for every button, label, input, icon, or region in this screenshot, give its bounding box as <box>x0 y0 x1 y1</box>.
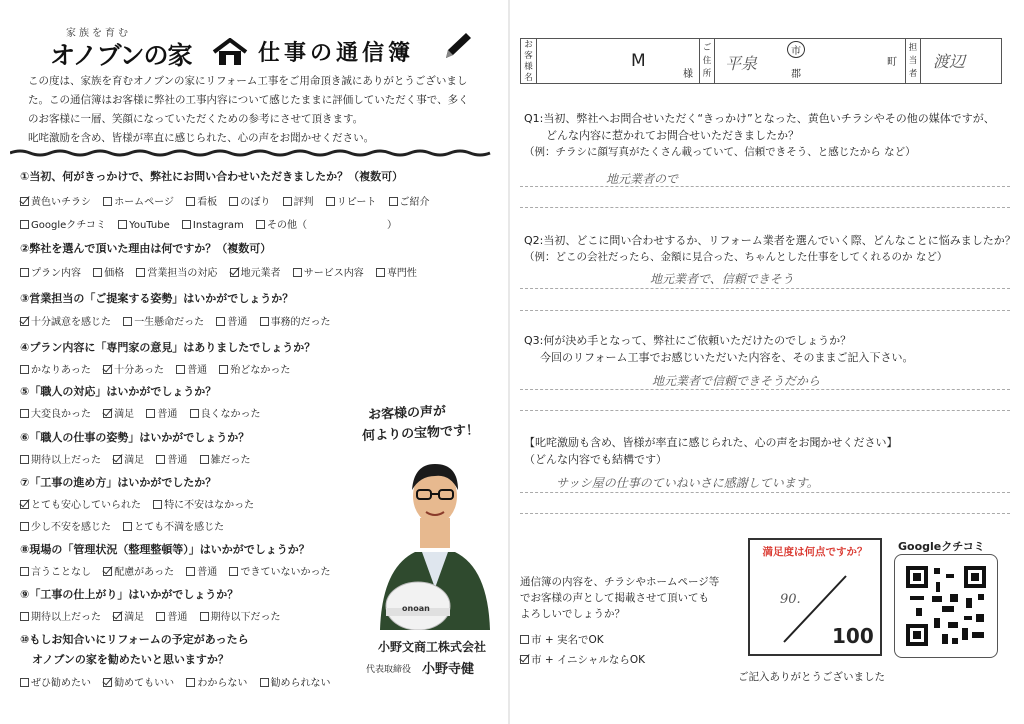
brand-logo-text: オノブンの家 <box>50 41 192 70</box>
checkbox[interactable] <box>520 635 529 644</box>
q6-option[interactable]: 雑だった <box>200 451 251 466</box>
address-handwritten[interactable]: 平泉 <box>725 54 758 73</box>
house-icon <box>212 38 248 66</box>
checkbox[interactable] <box>103 197 112 206</box>
q5-option[interactable]: 普通 <box>146 405 177 420</box>
checkbox[interactable] <box>186 678 195 687</box>
q10-option[interactable]: 勧めてもいい <box>103 674 174 689</box>
checkbox[interactable] <box>219 365 228 374</box>
checkbox[interactable] <box>123 317 132 326</box>
intro-text: この度は、家族を育むオノブンの家にリフォーム工事をご用命頂き誠にありがとうございまし た。この通信簿はお客様に弊社の工事内容について感じたままに評価していただく事で、多く のお客様に一層、笑顔になっていただくための参考にさせて頂きます。 叱咤激励を含め、皆様が率直に感じられた、心の声をお聞かせください。 <box>28 75 469 144</box>
pencil-icon <box>440 30 474 64</box>
checkbox[interactable] <box>156 455 165 464</box>
checkbox[interactable] <box>146 409 155 418</box>
thanks-message: ご記入ありがとうございました <box>738 671 885 683</box>
q10-options <box>20 674 340 689</box>
q2-option[interactable]: 専門性 <box>376 264 417 279</box>
q1-option[interactable]: 黄色いチラシ <box>20 193 91 208</box>
answer-line <box>520 288 1010 289</box>
survey-left-panel <box>0 0 508 724</box>
question-2: ②弊社を選んで頂いた理由は何ですか？（複数可） <box>20 242 272 255</box>
checkbox[interactable] <box>176 365 185 374</box>
checkbox[interactable] <box>256 220 265 229</box>
q3-option[interactable]: 普通 <box>216 313 247 328</box>
question-10-line1: ⑩もしお知合いにリフォームの予定があったら <box>20 633 249 646</box>
checkbox[interactable] <box>182 220 191 229</box>
q8-option[interactable]: 言うことなし <box>20 563 91 578</box>
checkbox[interactable] <box>293 268 302 277</box>
question-10-line2: オノブンの家を勧めたいと思いますか？ <box>32 653 229 666</box>
checkbox[interactable] <box>389 197 398 206</box>
speech-bubble-line1: お客様の声が <box>367 403 447 424</box>
address-machi: 町 <box>887 57 897 68</box>
checkbox[interactable] <box>20 365 29 374</box>
q2-option[interactable]: 営業担当の対応 <box>136 264 217 279</box>
q9-option[interactable]: 期待以上だった <box>20 608 101 623</box>
question-7: ⑦「工事の進め方」はいかがでしたか？ <box>20 476 217 489</box>
checkbox[interactable] <box>20 317 29 326</box>
checkbox[interactable] <box>260 678 269 687</box>
q10-option[interactable]: 勧められない <box>260 674 331 689</box>
right-question-3: Q3:何が決め手となって、弊社にご依頼いただけたのでしょうか？ 今回のリフォーム工事でお感じいただいた内容を、そのままご記入下さい。 <box>524 334 914 364</box>
checkbox[interactable] <box>153 500 162 509</box>
checkbox[interactable] <box>20 197 29 206</box>
q4-option[interactable]: 十分あった <box>103 361 164 376</box>
q5-option[interactable]: 良くなかった <box>190 405 261 420</box>
checkbox[interactable] <box>103 567 112 576</box>
question-8: ⑧現場の「管理状況（整理整頓等）」はいかがでしょうか？ <box>20 543 310 556</box>
checkbox[interactable] <box>186 197 195 206</box>
q8-options <box>20 563 339 578</box>
satisfaction-max: 100 <box>832 624 874 648</box>
q3-option[interactable]: 一生懸命だった <box>123 313 204 328</box>
q9-option[interactable]: 普通 <box>156 608 187 623</box>
checkbox[interactable] <box>20 409 29 418</box>
page-title: 仕事の通信簿 <box>258 41 415 66</box>
checkbox[interactable] <box>200 455 209 464</box>
question-4: ④プラン内容に「専門家の意見」はありましたでしょうか？ <box>20 341 316 354</box>
q9-option[interactable]: 期待以下だった <box>200 608 281 623</box>
checkbox[interactable] <box>376 268 385 277</box>
q6-options <box>20 451 260 466</box>
q9-options <box>20 608 290 623</box>
q9-option[interactable]: 満足 <box>113 608 144 623</box>
q8-option[interactable]: 配慮があった <box>103 563 174 578</box>
company-role: 代表取締役 <box>366 665 412 675</box>
q8-option[interactable]: 普通 <box>186 563 217 578</box>
answer-line <box>520 410 1010 411</box>
q10-option[interactable]: ぜひ勧めたい <box>20 674 91 689</box>
checkbox[interactable] <box>113 612 122 621</box>
answer-2-handwritten[interactable]: 地元業者で、信頼できそう <box>650 272 794 286</box>
checkbox[interactable] <box>20 612 29 621</box>
brand-tagline: 家族を育む <box>66 28 131 39</box>
q7-options-row2 <box>20 518 233 533</box>
checkbox[interactable] <box>20 455 29 464</box>
survey-right-panel <box>510 0 1024 724</box>
q1-option[interactable]: リピート <box>326 193 377 208</box>
checkbox[interactable] <box>230 268 239 277</box>
q7-option[interactable]: とても安心していられた <box>20 496 141 511</box>
checkbox[interactable] <box>229 567 238 576</box>
satisfaction-score[interactable]: 90. <box>780 592 801 607</box>
google-review-label: Googleクチコミ <box>898 540 985 553</box>
q7-option[interactable]: 特に不安はなかった <box>153 496 254 511</box>
q10-option[interactable]: わからない <box>186 674 247 689</box>
q7-option[interactable]: とても不満を感じた <box>123 518 224 533</box>
checkbox[interactable] <box>20 220 29 229</box>
q4-options <box>20 361 299 376</box>
checkbox[interactable] <box>123 522 132 531</box>
q1-option[interactable]: Instagram <box>182 220 244 231</box>
question-6: ⑥「職人の仕事の姿勢」はいかがでしょうか？ <box>20 431 250 444</box>
checkbox[interactable] <box>113 455 122 464</box>
q5-option[interactable]: 大変良かった <box>20 405 91 420</box>
address-city: 市 <box>787 41 805 58</box>
checkbox[interactable] <box>190 409 199 418</box>
q4-option[interactable]: かなりあった <box>20 361 91 376</box>
answer-line <box>520 513 1010 514</box>
q8-option[interactable]: できていないかった <box>229 563 330 578</box>
speech-bubble-line2: 何よりの宝物です！ <box>361 422 480 445</box>
q2-options <box>20 264 426 279</box>
right-question-2: Q2:当初、どこに問い合わせするか、リフォーム業者を選んでいく際、どんなことに悩みましたか？ （例：どこの会社だったら、金額に見合った、ちゃんとした仕事をしてくれるのか など） <box>524 234 1016 263</box>
question-9: ⑨「工事の仕上がり」はいかがでしょうか？ <box>20 588 239 601</box>
checkbox[interactable] <box>260 317 269 326</box>
q2-option[interactable]: 地元業者 <box>230 264 281 279</box>
checkbox[interactable] <box>326 197 335 206</box>
publish-consent-text: 通信簿の内容を、チラシやホームページ等 でお客様の声として掲載させて頂いても よろしいでしょうか？ <box>520 576 720 620</box>
q1-option[interactable]: Googleクチコミ <box>20 216 106 231</box>
satisfaction-box <box>748 538 882 656</box>
q4-option[interactable]: 普通 <box>176 361 207 376</box>
question-5: ⑤「職人の対応」はいかがでしょうか？ <box>20 385 217 398</box>
answer-1-handwritten[interactable]: 地元業者ので <box>606 172 679 186</box>
q1-options-row2 <box>20 216 406 231</box>
q1-option[interactable]: のぼり <box>229 193 270 208</box>
q1-option[interactable]: 評判 <box>283 193 314 208</box>
staff-handwritten[interactable]: 渡辺 <box>933 52 966 71</box>
checkbox[interactable] <box>229 197 238 206</box>
customer-name[interactable]: M <box>631 51 646 71</box>
staff-label: 担当者 <box>905 39 921 83</box>
checkbox[interactable] <box>186 567 195 576</box>
right-question-4: 【叱咤激励も含め、皆様が率直に感じられた、心の声をお聞かせください】 （どんな内容でも結構です） <box>524 436 898 466</box>
q1-option[interactable]: その他（ ） <box>256 216 397 231</box>
q7-options <box>20 496 263 511</box>
customer-info-box <box>520 38 1002 84</box>
customer-sama: 様 <box>683 69 693 80</box>
right-question-1: Q1:当初、弊社へお問合せいただく“きっかけ”となった、黄色いチラシやその他の媒体ですが、 どんな内容に惹かれてお問合せいただきましたか？ （例：チラシに顔写真がたくさん載っていて、信頼できそう、と感じたから など） <box>524 112 995 158</box>
checkbox[interactable] <box>103 678 112 687</box>
question-1: ①当初、何がきっかけで、弊社にお問い合わせいただきましたか？（複数可） <box>20 170 404 183</box>
publish-option-initial[interactable]: 市 + イニシャルならOK <box>520 652 645 667</box>
publish-option-realname[interactable]: 市 + 実名でOK <box>520 632 604 647</box>
checkbox[interactable] <box>520 655 529 664</box>
checkbox[interactable] <box>20 500 29 509</box>
q3-option[interactable]: 事務的だった <box>260 313 331 328</box>
checkbox[interactable] <box>200 612 209 621</box>
answer-line <box>520 207 1010 208</box>
q2-option[interactable]: 価格 <box>93 264 124 279</box>
president-photo <box>370 448 500 630</box>
q7-option[interactable]: 少し不安を感じた <box>20 518 111 533</box>
q5-options <box>20 405 270 420</box>
q6-option[interactable]: 普通 <box>156 451 187 466</box>
checkbox[interactable] <box>20 678 29 687</box>
q2-option[interactable]: プラン内容 <box>20 264 81 279</box>
checkbox[interactable] <box>136 268 145 277</box>
customer-name-label: お客様名 <box>521 39 537 83</box>
q1-option[interactable]: YouTube <box>118 220 170 231</box>
q1-option[interactable]: ホームページ <box>103 193 174 208</box>
checkbox[interactable] <box>283 197 292 206</box>
checkbox[interactable] <box>118 220 127 229</box>
checkbox[interactable] <box>103 409 112 418</box>
q1-option[interactable]: 看板 <box>186 193 217 208</box>
answer-3-handwritten[interactable]: 地元業者で信頼できそうだから <box>652 374 821 388</box>
qr-code-icon[interactable] <box>906 566 986 646</box>
q1-option[interactable]: ご紹介 <box>389 193 430 208</box>
checkbox[interactable] <box>216 317 225 326</box>
company-name: 小野文商工株式会社 <box>378 640 487 654</box>
company-president: 小野寺健 <box>422 662 475 677</box>
answer-line <box>520 492 1010 493</box>
checkbox[interactable] <box>20 268 29 277</box>
checkbox[interactable] <box>20 522 29 531</box>
checkbox[interactable] <box>20 567 29 576</box>
divider-wave <box>10 149 500 157</box>
satisfaction-label: 満足度は何点ですか？ <box>762 546 868 558</box>
answer-line <box>520 186 1010 187</box>
address-label: ご住所 <box>699 39 715 83</box>
q6-option[interactable]: 期待以上だった <box>20 451 101 466</box>
answer-line <box>520 310 1010 311</box>
address-gun: 郡 <box>791 69 801 80</box>
q3-option[interactable]: 十分誠意を感じた <box>20 313 111 328</box>
q2-option[interactable]: サービス内容 <box>293 264 364 279</box>
q1-options <box>20 193 439 208</box>
answer-line <box>520 389 1010 390</box>
helmet-logo: onoan <box>402 604 430 613</box>
q6-option[interactable]: 満足 <box>113 451 144 466</box>
checkbox[interactable] <box>103 365 112 374</box>
q4-option[interactable]: 殆どなかった <box>219 361 290 376</box>
question-3: ③営業担当の「ご提案する姿勢」はいかがでしょうか？ <box>20 292 294 305</box>
answer-4-handwritten[interactable]: サッシ屋の仕事のていねいさに感謝しています。 <box>556 476 819 490</box>
q3-options <box>20 313 340 328</box>
checkbox[interactable] <box>156 612 165 621</box>
q5-option[interactable]: 満足 <box>103 405 134 420</box>
checkbox[interactable] <box>93 268 102 277</box>
